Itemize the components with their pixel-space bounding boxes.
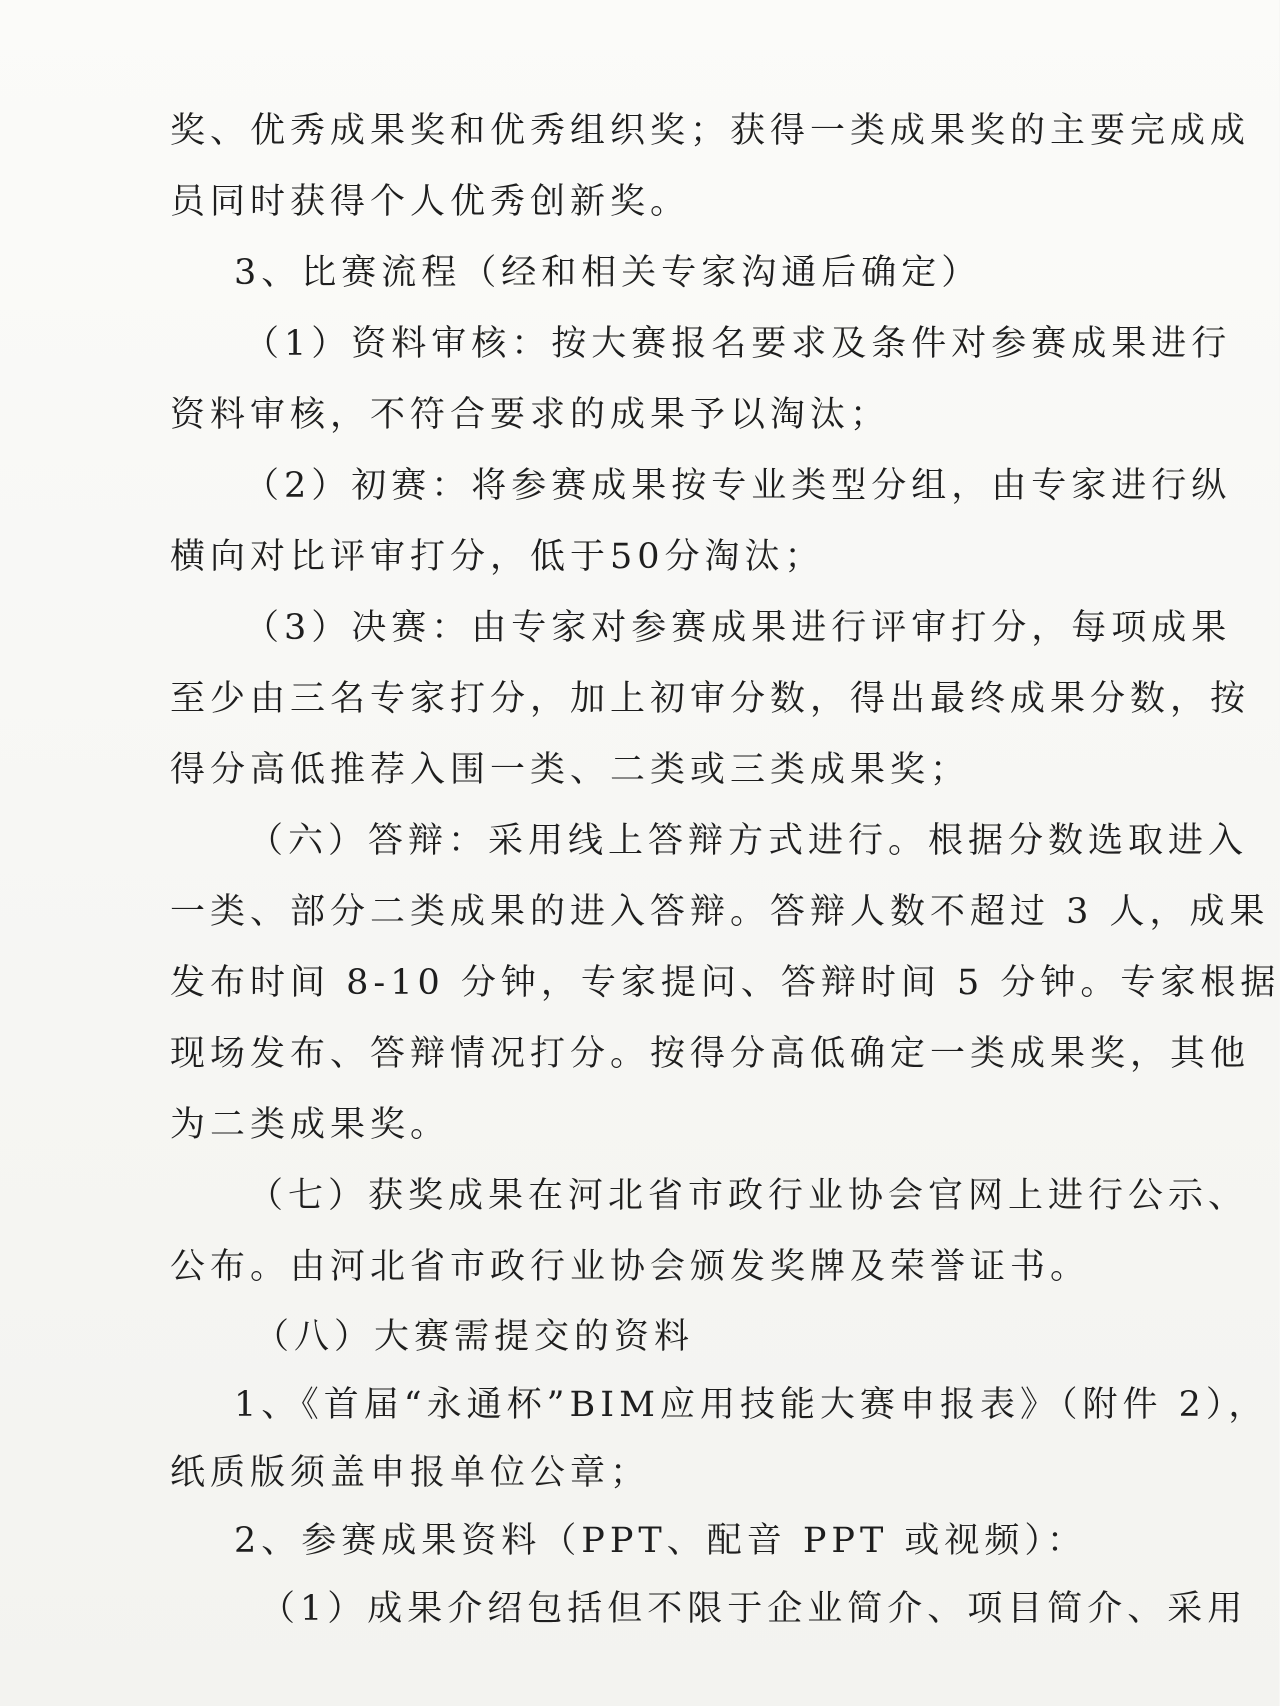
text-line: 2、参赛成果资料（PPT、配音 PPT 或视频）： [234, 1521, 1087, 1561]
text-line: 员同时获得个人优秀创新奖。 [170, 182, 691, 222]
text-line: 为二类成果奖。 [170, 1105, 451, 1145]
text-line: （1）成果介绍包括但不限于企业简介、项目简介、采用 [260, 1589, 1248, 1629]
text-line: （七）获奖成果在河北省市政行业协会官网上进行公示、 [248, 1176, 1249, 1216]
section-heading: （八）大赛需提交的资料 [254, 1317, 695, 1357]
text-line: （1）资料审核：按大赛报名要求及条件对参赛成果进行 [244, 324, 1232, 364]
text-line: 至少由三名专家打分，加上初审分数，得出最终成果分数，按 [170, 679, 1251, 719]
text-line: 纸质版须盖申报单位公章； [170, 1453, 651, 1493]
text-line: 奖、优秀成果奖和优秀组织奖；获得一类成果奖的主要完成成 [170, 111, 1251, 151]
text-line: 横向对比评审打分，低于50分淘汰； [170, 537, 825, 577]
text-line: 得分高低推荐入围一类、二类或三类成果奖； [170, 750, 971, 790]
text-line: 公布。由河北省市政行业协会颁发奖牌及荣誉证书。 [170, 1247, 1091, 1287]
text-line: （2）初赛：将参赛成果按专业类型分组，由专家进行纵 [244, 466, 1232, 506]
section-heading: 3、比赛流程（经和相关专家沟通后确定） [234, 253, 982, 293]
text-line: （3）决赛：由专家对参赛成果进行评审打分，每项成果 [244, 608, 1232, 648]
document-body [170, 96, 1280, 1643]
text-line: （六）答辩：采用线上答辩方式进行。根据分数选取进入 [248, 821, 1249, 861]
text-line: 一类、部分二类成果的进入答辩。答辩人数不超过 3 人，成果 [170, 892, 1270, 932]
text-line: 1、《首届“永通杯”BIM应用技能大赛申报表》（附件 2）， [234, 1385, 1269, 1425]
text-line: 发布时间 8-10 分钟，专家提问、答辩时间 5 分钟。专家根据 [170, 963, 1280, 1003]
text-line: 现场发布、答辩情况打分。按得分高低确定一类成果奖，其他 [170, 1034, 1251, 1074]
text-line: 资料审核，不符合要求的成果予以淘汰； [170, 395, 891, 435]
